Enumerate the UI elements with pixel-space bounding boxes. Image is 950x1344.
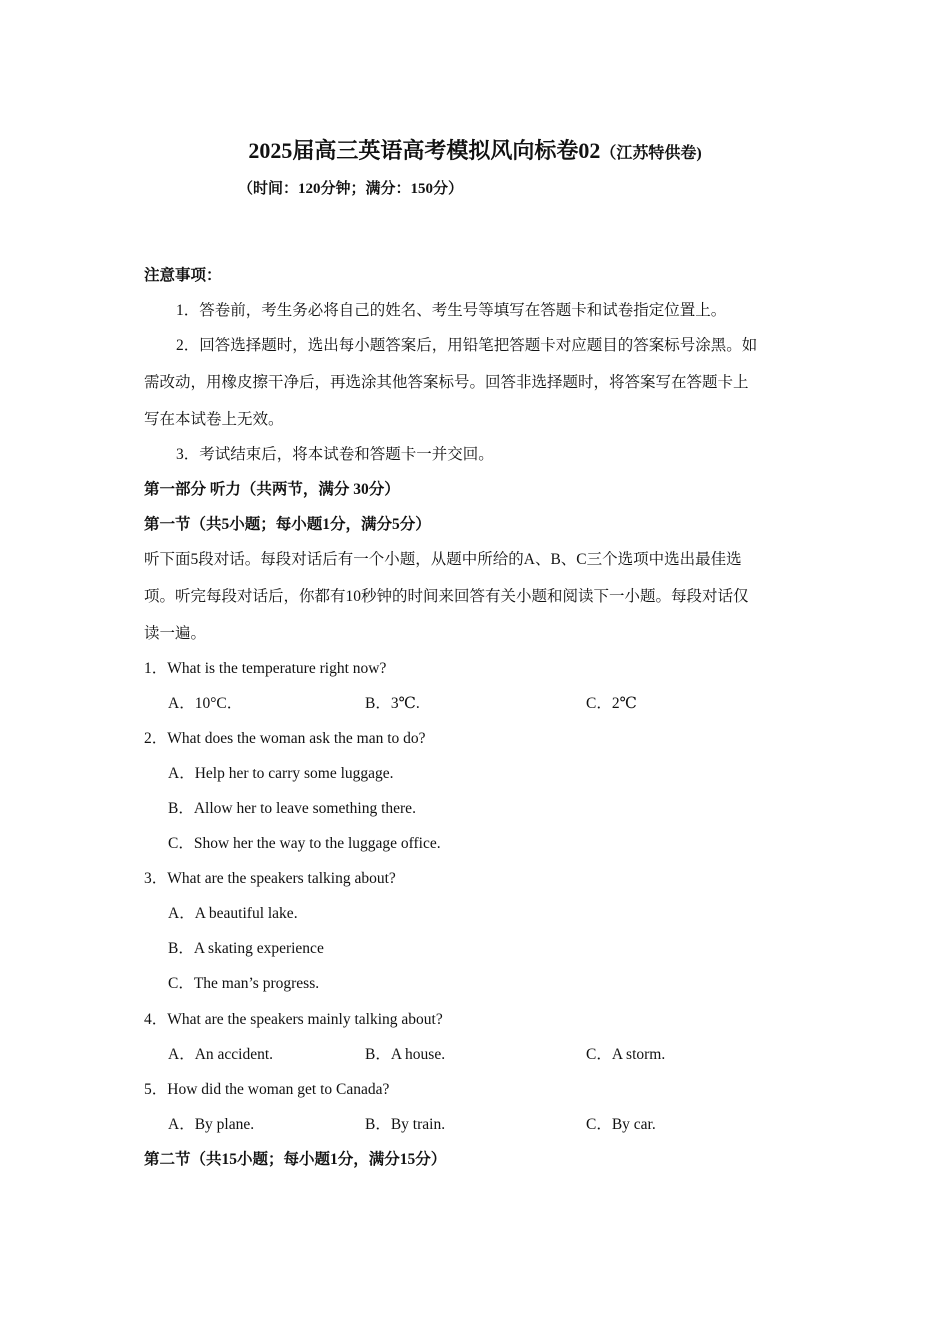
question-2-option-b: B．Allow her to leave something there. bbox=[168, 800, 416, 817]
question-2-option-c: C．Show her the way to the luggage office. bbox=[168, 835, 441, 852]
question-5-option-b: B．By train. bbox=[365, 1116, 446, 1133]
notice-item-2-line1: 2．回答选择题时，选出每小题答案后，用铅笔把答题卡对应题目的答案标号涂黑。如 bbox=[176, 337, 758, 354]
question-3-stem: 3．What are the speakers talking about? bbox=[144, 870, 396, 887]
question-4-stem: 4．What are the speakers mainly talking about? bbox=[144, 1011, 443, 1028]
question-2-option-a: A．Help her to carry some luggage. bbox=[168, 765, 394, 782]
title-sub: （江苏特供卷) bbox=[600, 145, 702, 162]
title-main: 2025届高三英语高考模拟风向标卷02 bbox=[248, 138, 601, 163]
instructions-line1: 听下面5段对话。每段对话后有一个小题，从题中所给的A、B、C三个选项中选出最佳选 bbox=[144, 551, 742, 568]
notice-heading: 注意事项： bbox=[144, 267, 222, 284]
question-3-option-a: A．A beautiful lake. bbox=[168, 905, 298, 922]
notice-item-1: 1．答卷前，考生务必将自己的姓名、考生号等填写在答题卡和试卷指定位置上。 bbox=[176, 302, 727, 319]
section1-heading: 第一节（共5小题；每小题1分，满分5分） bbox=[144, 516, 431, 533]
question-3-option-b: B．A skating experience bbox=[168, 940, 324, 957]
notice-item-2-line3: 写在本试卷上无效。 bbox=[144, 411, 284, 428]
question-1-option-b: B．3℃. bbox=[365, 695, 420, 712]
section2-heading: 第二节（共15小题；每小题1分，满分15分） bbox=[144, 1151, 447, 1168]
part1-heading: 第一部分 听力（共两节，满分 30分） bbox=[144, 481, 400, 498]
notice-item-2-line2: 需改动，用橡皮擦干净后，再选涂其他答案标号。回答非选择题时，将答案写在答题卡上 bbox=[144, 374, 749, 391]
instructions-line2: 项。听完每段对话后，你都有10秒钟的时间来回答有关小题和阅读下一小题。每段对话仅 bbox=[144, 588, 749, 605]
question-1-stem: 1．What is the temperature right now? bbox=[144, 660, 387, 677]
instructions-line3: 读一遍。 bbox=[144, 625, 207, 642]
time-info: （时间：120分钟；满分：150分） bbox=[238, 181, 464, 197]
notice-item-3: 3．考试结束后，将本试卷和答题卡一并交回。 bbox=[176, 446, 494, 463]
question-2-stem: 2．What does the woman ask the man to do? bbox=[144, 730, 426, 747]
question-4-option-b: B．A house. bbox=[365, 1046, 446, 1063]
question-5-option-c: C．By car. bbox=[586, 1116, 656, 1133]
question-1-option-c: C．2℃ bbox=[586, 695, 637, 712]
question-1-option-a: A．10°C． bbox=[168, 695, 243, 712]
question-3-option-c: C．The man’s progress. bbox=[168, 975, 320, 992]
question-4-option-a: A．An accident. bbox=[168, 1046, 274, 1063]
question-5-stem: 5．How did the woman get to Canada? bbox=[144, 1081, 390, 1098]
question-5-option-a: A．By plane. bbox=[168, 1116, 255, 1133]
page-title bbox=[0, 134, 950, 165]
question-4-option-c: C．A storm. bbox=[586, 1046, 666, 1063]
